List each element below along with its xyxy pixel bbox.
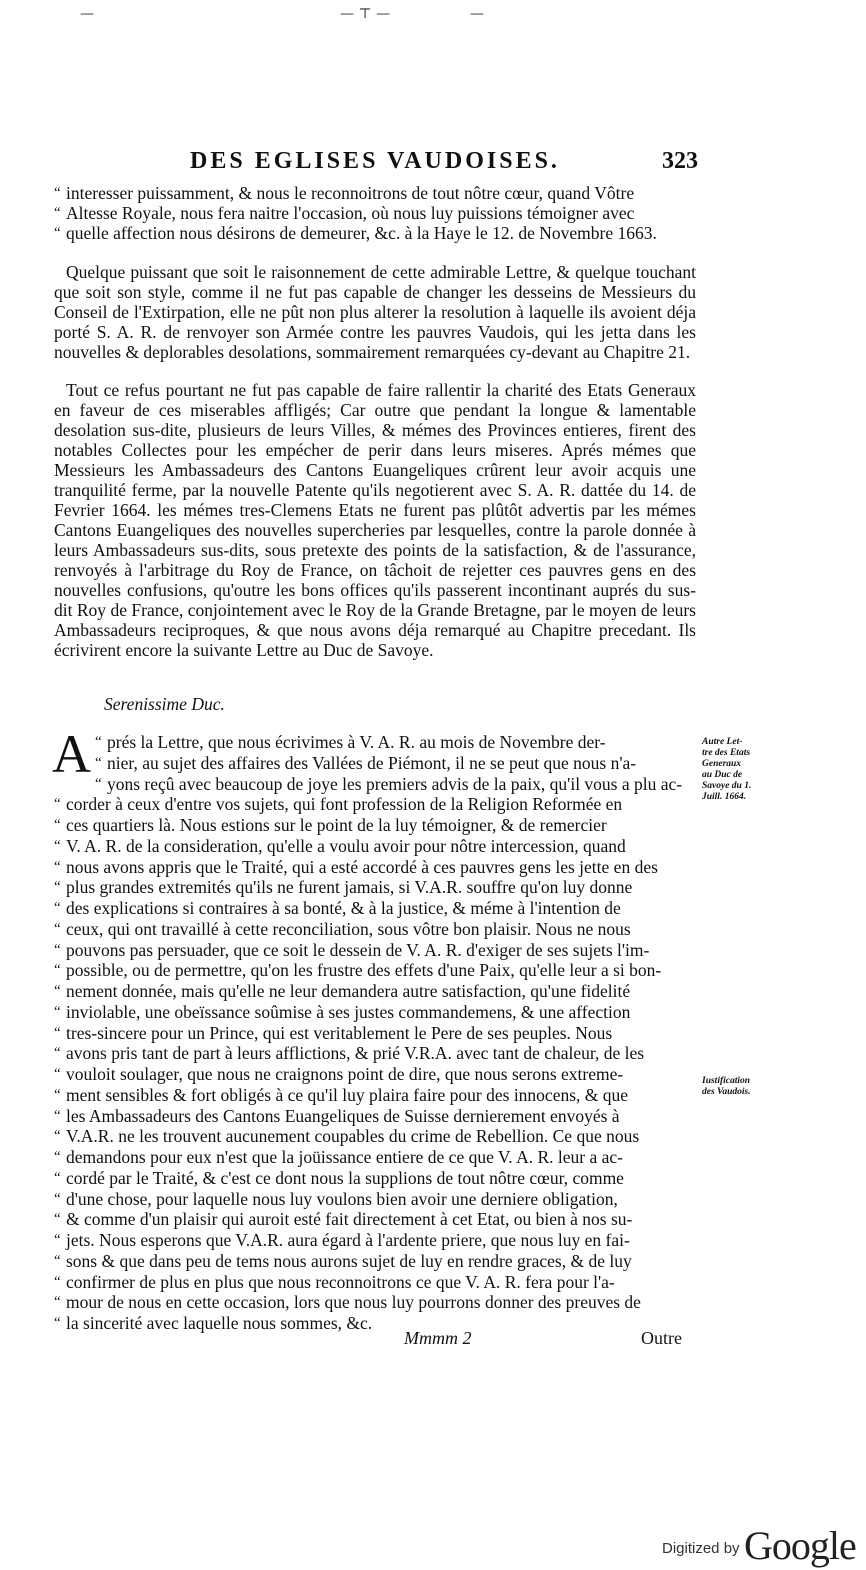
paragraph-1 bbox=[54, 262, 696, 362]
margin-note-line: Generaux bbox=[702, 759, 742, 769]
quoted-line: “ quelle affection nous désirons de demeurer, &c. à la Haye le 12. de Novembre 1663. bbox=[54, 223, 696, 243]
quoted-line: “ avons pris tant de part à leurs afflictions, & prié V.R.A. avec tant de chaleur, de les bbox=[54, 1043, 696, 1064]
margin-note-line: Autre Let- bbox=[702, 737, 743, 747]
quoted-line: “ plus grandes extremités qu'ils ne furent jamais, si V.A.R. souffre qu'on luy donne bbox=[54, 877, 696, 898]
quoted-line: “ la sincerité avec laquelle nous sommes, &c. bbox=[54, 1313, 696, 1334]
letter-salutation: Serenissime Duc. bbox=[104, 694, 225, 714]
signature-mark: Mmmm 2 bbox=[404, 1328, 472, 1348]
quoted-line: “ jets. Nous esperons que V.A.R. aura égard à l'ardente priere, que nous luy en fai- bbox=[54, 1230, 696, 1251]
quoted-line: “ sons & que dans peu de tems nous aurons sujet de luy en rendre graces, & de luy bbox=[54, 1251, 696, 1272]
margin-note-line: Juill. 1664. bbox=[702, 792, 747, 802]
margin-note-line: au Duc de bbox=[702, 770, 743, 780]
quoted-line: “ confirmer de plus en plus que nous reconnoitrons ce que V. A. R. fera pour l'a- bbox=[54, 1272, 696, 1293]
paragraph-2 bbox=[54, 380, 696, 660]
quoted-line: “ les Ambassadeurs des Cantons Euangeliques de Suisse dernierement envoyés à bbox=[54, 1106, 696, 1127]
margin-note-justification bbox=[702, 1076, 768, 1098]
margin-note-line: des Vaudois. bbox=[702, 1087, 751, 1097]
letter-body bbox=[52, 724, 696, 1334]
quoted-line: “ corder à ceux d'entre vos sujets, qui font profession de la Religion Reformée en bbox=[54, 794, 696, 815]
quoted-line: “ nous avons appris que le Traité, qui a esté accordé à ces pauvres gens les jette en des bbox=[54, 857, 696, 878]
margin-note-letter bbox=[702, 737, 768, 803]
catchword: Outre bbox=[641, 1328, 682, 1348]
quoted-line: “ interesser puissamment, & nous le reconnoitrons de tout nôtre cœur, quand Vôtre bbox=[54, 183, 696, 203]
margin-note-line: Iustification bbox=[702, 1076, 751, 1086]
quoted-line: “ nement donnée, mais qu'elle ne leur demandera autre satisfaction, qu'une fidelité bbox=[54, 981, 696, 1002]
quoted-line: “ ment sensibles & fort obligés à ce qu'il luy plaira faire pour des innocens, & que bbox=[54, 1085, 696, 1106]
paragraph-text: Quelque puissant que soit le raisonnement de cette admirable Lettre, & quelque touchant que soit son style, comme il ne fut pas capable de changer les desseins de Messieurs du Conseil de l'Extirpation, elle ne pût non plus alterer la resolution à laquelle ils avoient déja porté S. A. R. de renvoyer son Armée contre les pauvres Vaudois, qui les jetta dans les nouvelles & deplorables desolations, sommairement remarquées cy-devant au Chapitre 21. bbox=[54, 262, 696, 362]
page-number: 323 bbox=[662, 148, 698, 174]
digitized-label: Digitized by bbox=[662, 1540, 740, 1557]
quoted-line: “ ces quartiers là. Nous estions sur le point de la luy témoigner, & de remercier bbox=[54, 815, 696, 836]
google-logo: Google bbox=[744, 1523, 856, 1568]
quoted-line: “ des explications si contraires à sa bonté, & à la justice, & méme à l'intention de bbox=[54, 898, 696, 919]
printer-mark: — bbox=[80, 6, 94, 22]
quoted-line: “ d'une chose, pour laquelle nous luy voulons bien avoir une derniere obligation, bbox=[54, 1189, 696, 1210]
quoted-line: “ V. A. R. de la consideration, qu'elle a voulu avoir pour nôtre intercession, quand bbox=[54, 836, 696, 857]
quoted-line: “ Altesse Royale, nous fera naitre l'occasion, où nous luy puissions témoigner avec bbox=[54, 203, 696, 223]
quoted-line: “ mour de nous en cette occasion, lors que nous luy pourrons donner des preuves de bbox=[54, 1292, 696, 1313]
quoted-line: “ yons reçû avec beaucoup de joye les premiers advis de la paix, qu'il vous a plu ac- bbox=[95, 774, 696, 795]
quoted-line: “ V.A.R. ne les trouvent aucunement coupables du crime de Rebellion. Ce que nous bbox=[54, 1126, 696, 1147]
quoted-line: “ nier, au sujet des affaires des Vallées de Piémont, il ne se peut que nous n'a- bbox=[95, 753, 696, 774]
previous-letter-ending bbox=[54, 183, 696, 243]
printer-mark: — bbox=[470, 6, 484, 22]
paragraph-text: Tout ce refus pourtant ne fut pas capable de faire rallentir la charité des Etats Generaux en faveur de ces miserables affligés; Car outre que pendant la longue & lamentable desolation sus-dite, plusieurs de leurs Villes, & mémes des Provinces entieres, firent des notables Collectes pour les empécher de perir dans leurs miseres. Aprés mémes que Messieurs les Ambassadeurs des Cantons Euangeliques crûrent leur avoir acquis une tranquilité ferme, par la nouvelle Patente qu'ils negotierent avec S. A. R. dattée du 14. de Fevrier 1664. les mémes tres-Clemens Etats ne furent pas plûtôt advertis par les mémes Cantons Euangeliques des nouvelles supercheries par lesquelles, contre la parole donnée à leurs Ambassadeurs sus-dits, sous pretexte des points de la satisfaction, & de l'assurance, renvoyés à l'arbitrage du Roy de France, on tâchoit de rejetter ces pauvres gens en des nouvelles confusions, qu'outre les bons offices qu'ils passerent incontinant auprés du sus-dit Roy de France, conjointement avec le Roy de la Grande Bretagne, par le moyen de leurs Ambassadeurs reciproques, & que nous avons déja remarqué au Chapitre precedant. Ils écrivirent encore la suivante Lettre au Duc de Savoye. bbox=[54, 380, 696, 660]
printer-mark: — ⊤ — bbox=[340, 6, 391, 22]
drop-capital: A bbox=[52, 724, 91, 784]
top-printer-marks bbox=[70, 6, 510, 26]
letter-lines bbox=[54, 774, 696, 1334]
quoted-line: “ tres-sincere pour un Prince, qui est veritablement le Pere de ses peuples. Nous bbox=[54, 1023, 696, 1044]
quoted-line: “ demandons pour eux n'est que la joüissance entiere de ce que V. A. R. leur a ac- bbox=[54, 1147, 696, 1168]
quoted-line: “ vouloit soulager, que nous ne craignons point de dire, que nous serons extreme- bbox=[54, 1064, 696, 1085]
quoted-line: “ & comme d'un plaisir qui auroit esté fait directement à cet Etat, ou bien à nos su- bbox=[54, 1209, 696, 1230]
running-head: DES EGLISES VAUDOISES. bbox=[190, 148, 560, 174]
margin-note-line: tre des Etats bbox=[702, 748, 751, 758]
page-header bbox=[0, 148, 866, 184]
quoted-line: “ pouvons pas persuader, que ce soit le dessein de V. A. R. d'exiger de ses sujets l'im- bbox=[54, 940, 696, 961]
quoted-line: “ prés la Lettre, que nous écrivimes à V. A. R. au mois de Novembre der- bbox=[95, 732, 696, 753]
quoted-line: “ inviolable, une obeïssance soûmise à ses justes commandemens, & une affection bbox=[54, 1002, 696, 1023]
quoted-line: “ ceux, qui ont travaillé à cette reconciliation, sous vôtre bon plaisir. Nous ne nous bbox=[54, 919, 696, 940]
quoted-line: “ cordé par le Traité, & c'est ce dont nous la supplions de tout nôtre cœur, comme bbox=[54, 1168, 696, 1189]
margin-note-line: Savoye du 1. bbox=[702, 781, 752, 791]
digitized-by-google-watermark bbox=[662, 1522, 866, 1570]
quoted-line: “ possible, ou de permettre, qu'on les frustre des effets d'une Paix, qu'elle leur a si bon- bbox=[54, 960, 696, 981]
